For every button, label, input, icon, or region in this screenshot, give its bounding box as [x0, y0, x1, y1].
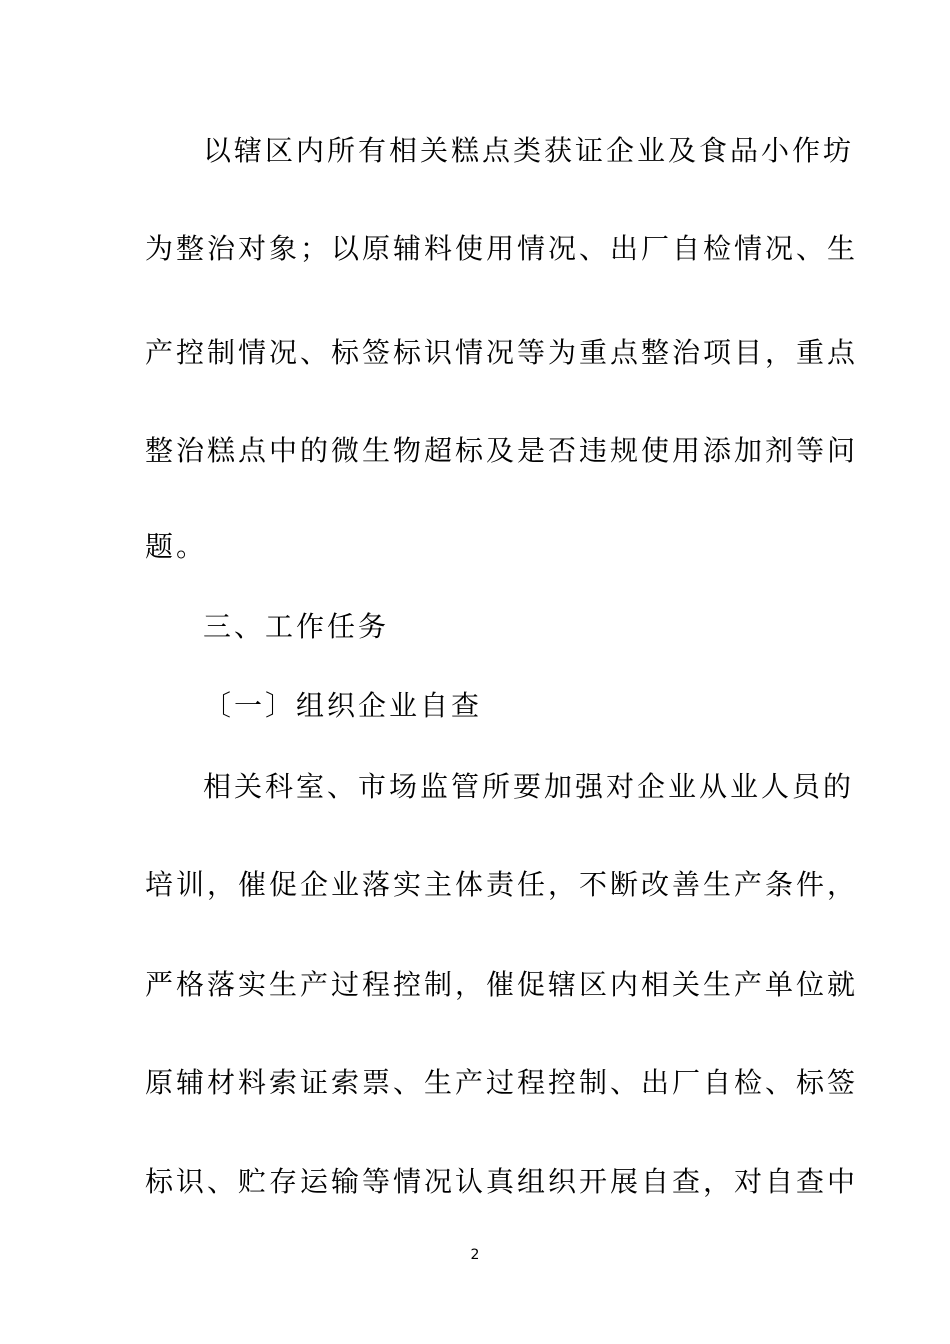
paragraph-1-line-1: 以辖区内所有相关糕点类获证企业及食品小作坊: [203, 134, 855, 167]
paragraph-1-line-5: 题。: [145, 530, 208, 563]
paragraph-1-line-4: 整治糕点中的微生物超标及是否违规使用添加剂等问: [145, 434, 859, 467]
paragraph-2-line-3: 严格落实生产过程控制，催促辖区内相关生产单位就: [145, 968, 859, 1001]
paragraph-1-line-2: 为整治对象；以原辅料使用情况、出厂自检情况、生: [145, 232, 859, 265]
paragraph-2-line-1: 相关科室、市场监管所要加强对企业从业人员的: [203, 770, 855, 803]
paragraph-2-line-2: 培训，催促企业落实主体责任，不断改善生产条件，: [145, 868, 859, 901]
paragraph-1-line-3: 产控制情况、标签标识情况等为重点整治项目，重点: [145, 336, 859, 369]
section-heading: 三、工作任务: [203, 610, 390, 643]
page-number: 2: [470, 1247, 480, 1263]
paragraph-2-line-5: 标识、贮存运输等情况认真组织开展自查，对自查中: [145, 1165, 859, 1198]
paragraph-2-line-4: 原辅材料索证索票、生产过程控制、出厂自检、标签: [145, 1066, 859, 1099]
subsection-heading: 〔一〕组织企业自查: [203, 689, 483, 722]
